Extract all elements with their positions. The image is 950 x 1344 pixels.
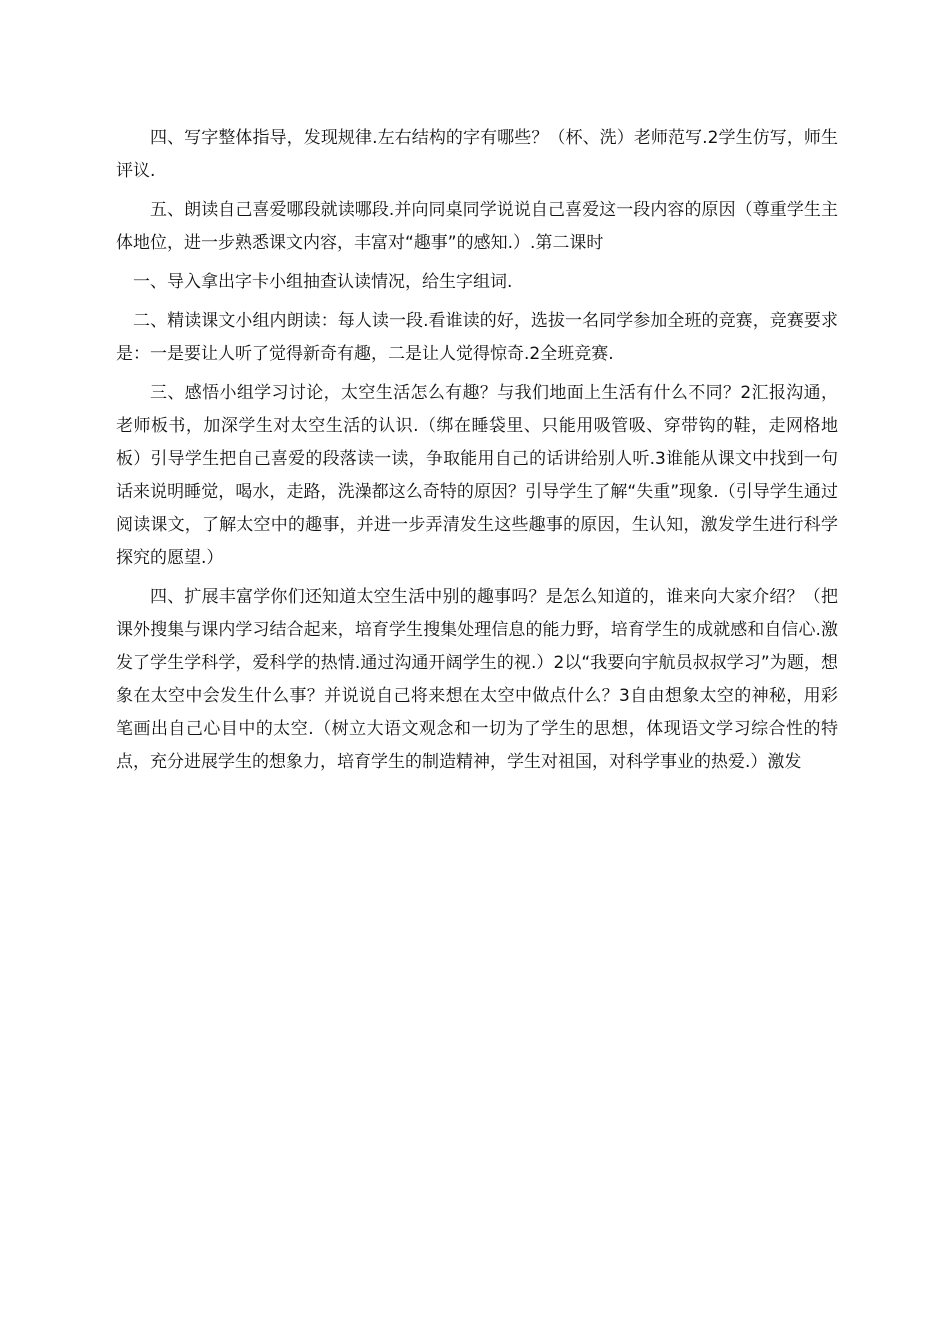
paragraph-extension: 四、扩展丰富学你们还知道太空生活中别的趣事吗？是怎么知道的，谁来向大家介绍？（把课外搜集与课内学习结合起来，培育学生搜集处理信息的能力野，培育学生的成就感和自信心.激发了学生学科学，爱科学的热情.通过沟通开阔学生的视.）2以“我要向宇航员叔叔学习”为题，想象在太空中会发生什么事？并说说自己将来想在太空中做点什么？3自由想象太空的神秘，用彩笔画出自己心目中的太空.（树立大语文观念和一切为了学生的思想，体现语文学习综合性的特点，充分进展学生的想象力，培育学生的制造精神，学生对祖国，对科学事业的热爱.）激发 bbox=[116, 587, 838, 772]
paragraph-introduction: 一、导入拿出字卡小组抽查认读情况，给生字组词. bbox=[133, 272, 513, 292]
paragraph-reading-aloud: 五、朗读自己喜爱哪段就读哪段.并向同桌同学说说自己喜爱这一段内容的原因（尊重学生主体地位，进一步熟悉课文内容，丰富对“趣事”的感知.）.第二课时 bbox=[116, 200, 838, 253]
paragraph-close-reading: 二、精读课文小组内朗读：每人读一段.看谁读的好，选拔一名同学参加全班的竞赛，竞赛要求是：一是要让人听了觉得新奇有趣，二是让人觉得惊奇.2全班竞赛. bbox=[116, 311, 838, 364]
document-body bbox=[116, 122, 838, 785]
paragraph-comprehension: 三、感悟小组学习讨论，太空生活怎么有趣？与我们地面上生活有什么不同？2汇报沟通，老师板书，加深学生对太空生活的认识.（绑在睡袋里、只能用吸管吸、穿带钩的鞋，走网格地板）引导学生把自己喜爱的段落读一读，争取能用自己的话讲给别人听.3谁能从课文中找到一句话来说明睡觉，喝水，走路，洗澡都这么奇特的原因？引导学生了解“失重”现象.（引导学生通过阅读课文，了解太空中的趣事，并进一步弄清发生这些趣事的原因，生认知，激发学生进行科学探究的愿望.） bbox=[116, 383, 838, 568]
paragraph-writing-guidance: 四、写字整体指导，发现规律.左右结构的字有哪些？（杯、洗）老师范写.2学生仿写，师生评议. bbox=[116, 128, 838, 181]
